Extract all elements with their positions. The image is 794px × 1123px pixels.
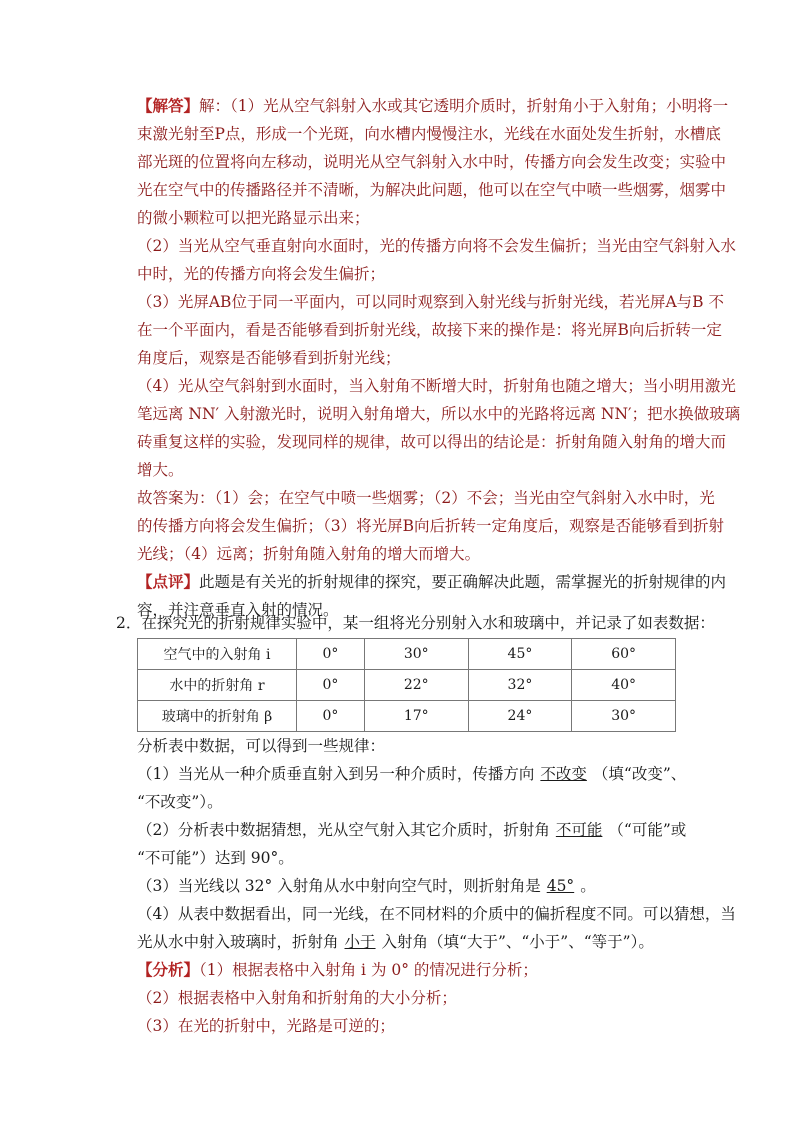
answer-line-10: 角度后，观察是否能够看到折射光线； (137, 349, 401, 367)
comment-line-2: 容，并注意垂直入射的情况。 (137, 601, 339, 619)
answer-blank: 45° (546, 877, 575, 895)
analysis-line-2: （2）根据表格中入射角和折射角的大小分析； (137, 989, 457, 1007)
answer-line-1 (137, 94, 728, 118)
answer-blank: 不可能 (555, 821, 603, 839)
answer-tag: 【解答】 (137, 96, 200, 115)
answer-line-4: 光在空气中的传播路径并不清晰，为解决此问题，他可以在空气中喷一些烟雾，烟雾中 (137, 181, 727, 199)
table-cell: 17° (364, 701, 468, 732)
answer-line-13: 砖重复这样的实验，发现同样的规律，故可以得出的结论是：折射角随入射角的增大而 (137, 433, 727, 451)
table-cell: 0° (297, 639, 365, 670)
comment-text: 此题是有关光的折射规律的探究，要正确解决此题，需掌握光的折射规律的内 (199, 573, 727, 591)
sub-question-3 (137, 874, 596, 898)
table-row (138, 701, 676, 732)
sub-question-text: （填“改变”、 (592, 765, 687, 783)
answer-summary-1: 故答案为：（1）会；在空气中喷一些烟雾；（2）不会；当光由空气斜射入水中时，光 (137, 489, 715, 507)
answer-blank: 小于 (344, 933, 376, 951)
sub-question-1-line-1 (137, 762, 686, 786)
analysis-tag: 【分析】 (137, 960, 200, 979)
table-cell: 22° (364, 670, 468, 701)
answer-line-3: 部光斑的位置将向左移动，说明光从空气斜射入水中时，传播方向会发生改变；实验中 (137, 153, 727, 171)
sub-question-1-line-2: “不改变”）。 (137, 793, 223, 811)
table-cell: 空气中的入射角 i (138, 639, 297, 670)
comment-tag: 【点评】 (137, 572, 200, 591)
comment-line-1 (137, 570, 726, 594)
table-cell: 水中的折射角 r (138, 670, 297, 701)
answer-line-6: （2）当光从空气垂直射向水面时，光的传播方向将不会发生偏折；当光由空气斜射入水 (137, 237, 736, 255)
table-cell: 0° (297, 701, 365, 732)
table-cell: 0° (297, 670, 365, 701)
data-table (137, 638, 676, 732)
answer-blank: 不改变 (540, 765, 587, 783)
table-cell: 30° (572, 701, 676, 732)
answer-line-2: 束激光射至P点，形成一个光斑，向水槽内慢慢注水，光线在水面处发生折射，水槽底 (137, 125, 721, 143)
sub-question-text: 入射角（填“大于”、“小于”、“等于”）。 (381, 933, 654, 951)
sub-question-text: 光从水中射入玻璃时，折射角 (137, 933, 339, 951)
analysis-line-1 (137, 958, 538, 982)
answer-line-5: 的微小颗粒可以把光路显示出来； (137, 209, 370, 227)
table-cell: 40° (572, 670, 676, 701)
answer-line-12: 笔远离 NN′ 入射激光时，说明入射角增大，所以水中的光路将远离 NN′；把水换做玻璃 (137, 405, 741, 423)
table-cell: 玻璃中的折射角 β (138, 701, 297, 732)
answer-line-9: 在一个平面内，看是否能够看到折射光线，故接下来的操作是：将光屏B向后折转一定 (137, 321, 722, 339)
analysis-text: （1）根据表格中入射角 i 为 0° 的情况进行分析； (199, 961, 538, 979)
sub-question-text: 。 (580, 877, 596, 895)
sub-question-4-line-1: （4）从表中数据看出，同一光线，在不同材料的介质中的偏折程度不同。可以猜想，当 (137, 905, 736, 923)
sub-question-2-line-2: “不可能”）达到 90°。 (137, 849, 294, 867)
sub-question-2-line-1 (137, 818, 686, 842)
table-cell: 24° (468, 701, 572, 732)
analysis-line-3: （3）在光的折射中，光路是可逆的； (137, 1017, 395, 1035)
table-row (138, 670, 676, 701)
table-row (138, 639, 676, 670)
table-cell: 45° (468, 639, 572, 670)
table-cell: 30° (364, 639, 468, 670)
sub-question-4-line-2 (137, 930, 654, 954)
answer-line-8: （3）光屏AB位于同一平面内，可以同时观察到入射光线与折射光线，若光屏A与B 不 (137, 293, 724, 311)
question-2-intro: 分析表中数据，可以得到一些规律： (137, 737, 386, 755)
question-2-stem: 2．在探究光的折射规律实验中，某一组将光分别射入水和玻璃中，并记录了如表数据： (116, 614, 715, 632)
sub-question-text: （“可能”或 (608, 821, 687, 839)
answer-summary-3: 光线；（4）远离；折射角随入射角的增大而增大。 (137, 545, 481, 563)
answer-line-7: 中时，光的传播方向将会发生偏折； (137, 265, 386, 283)
sub-question-text: （1）当光从一种介质垂直射入到另一种介质时，传播方向 (137, 765, 535, 783)
sub-question-text: （2）分析表中数据猜想，光从空气射入其它介质时，折射角 (137, 821, 550, 839)
sub-question-text: （3）当光线以 32° 入射角从水中射向空气时，则折射角是 (137, 877, 541, 895)
table-cell: 60° (572, 639, 676, 670)
answer-summary-2: 的传播方向将会发生偏折；（3）将光屏B向后折转一定角度后，观察是否能够看到折射 (137, 517, 725, 535)
answer-line-14: 增大。 (137, 461, 184, 479)
table-cell: 32° (468, 670, 572, 701)
answer-text: 解：（1）光从空气斜射入水或其它透明介质时，折射角小于入射角；小明将一 (199, 97, 729, 115)
answer-line-11: （4）光从空气斜射到水面时，当入射角不断增大时，折射角也随之增大；当小明用激光 (137, 377, 736, 395)
